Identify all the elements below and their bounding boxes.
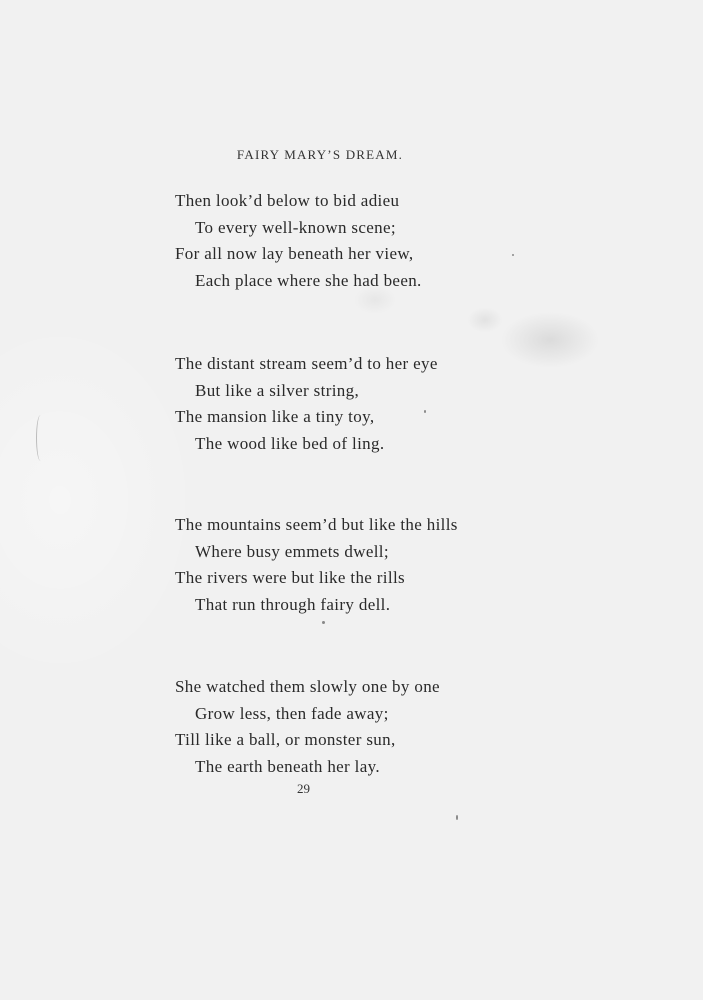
verse-line: The rivers were but like the rills: [175, 568, 405, 587]
paper-speck: [424, 410, 426, 413]
verse-line: Each place where she had been.: [195, 270, 422, 290]
verse-line: The mansion like a tiny toy,: [175, 407, 375, 426]
verse-line: Then look’d below to bid adieu: [175, 191, 400, 210]
page-number: 29: [297, 781, 310, 796]
stanza-3: [175, 512, 535, 618]
verse-line: Where busy emmets dwell;: [195, 541, 389, 561]
verse-line: But like a silver string,: [195, 380, 360, 400]
paper-speck: [512, 254, 514, 256]
stanza-2: [175, 351, 535, 457]
verse-line: The wood like bed of ling.: [195, 433, 385, 453]
paper-speck: [456, 815, 458, 820]
stanza-1: [175, 188, 535, 294]
verse-line: That run through fairy dell.: [195, 594, 391, 614]
verse-line: The mountains seem’d but like the hills: [175, 515, 458, 534]
verse-line: For all now lay beneath her view,: [175, 244, 414, 263]
paper-speck: [322, 621, 325, 624]
verse-line: The earth beneath her lay.: [195, 756, 380, 776]
running-head: FAIRY MARY’S DREAM.: [236, 147, 404, 162]
verse-line: The distant stream seem’d to her eye: [175, 354, 438, 373]
verse-line: To every well-known scene;: [195, 217, 396, 237]
verse-line: Till like a ball, or monster sun,: [175, 730, 396, 749]
stanza-4: [175, 674, 535, 780]
paper-mark: [36, 415, 45, 461]
verse-line: Grow less, then fade away;: [195, 703, 389, 723]
verse-line: She watched them slowly one by one: [175, 677, 440, 696]
